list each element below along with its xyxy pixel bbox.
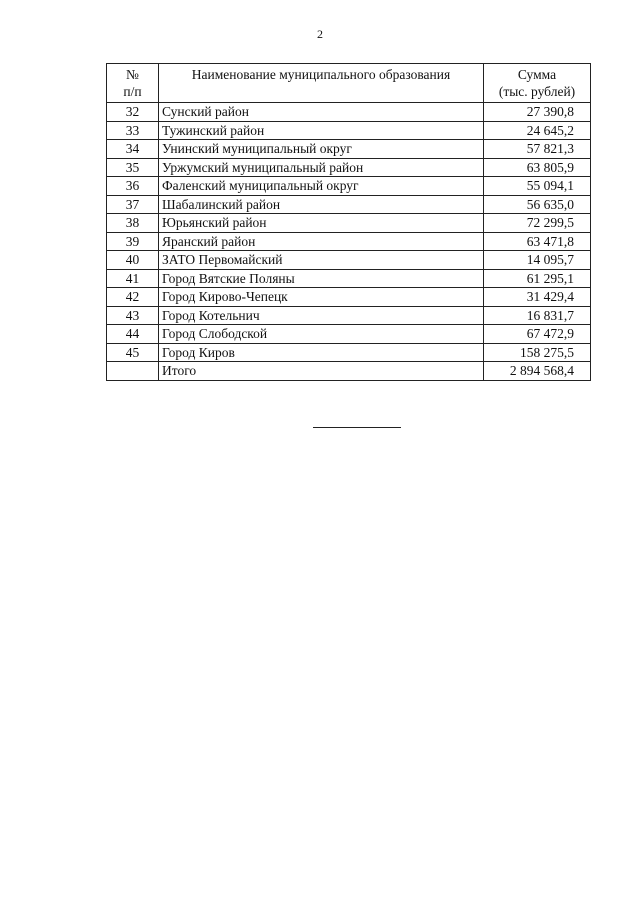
page-number: 2 <box>317 27 323 41</box>
table-row <box>107 214 591 233</box>
row-number-cell: 45 <box>107 343 159 362</box>
row-number-cell: 37 <box>107 195 159 214</box>
row-name-cell: Уржумский муниципальный район <box>159 158 484 177</box>
row-sum-cell: 72 299,5 <box>484 214 591 233</box>
row-number-cell: 35 <box>107 158 159 177</box>
row-name-cell: Город Вятские Поляны <box>159 269 484 288</box>
row-name-cell: Юрьянский район <box>159 214 484 233</box>
total-label-cell: Итого <box>159 362 484 381</box>
total-number-cell <box>107 362 159 381</box>
row-sum-cell: 63 471,8 <box>484 232 591 251</box>
row-sum-cell: 31 429,4 <box>484 288 591 307</box>
table-row <box>107 177 591 196</box>
row-number-cell: 33 <box>107 121 159 140</box>
row-name-cell: Сунский район <box>159 103 484 122</box>
table-row <box>107 158 591 177</box>
row-sum-cell: 16 831,7 <box>484 306 591 325</box>
table-row <box>107 103 591 122</box>
table-row <box>107 288 591 307</box>
row-number-cell: 43 <box>107 306 159 325</box>
row-name-cell: ЗАТО Первомайский <box>159 251 484 270</box>
table-row <box>107 343 591 362</box>
row-name-cell: Город Кирово-Чепецк <box>159 288 484 307</box>
row-number-cell: 32 <box>107 103 159 122</box>
row-number-cell: 40 <box>107 251 159 270</box>
table-row <box>107 121 591 140</box>
row-name-cell: Город Киров <box>159 343 484 362</box>
row-number-cell: 39 <box>107 232 159 251</box>
end-divider <box>313 427 401 428</box>
table-row <box>107 306 591 325</box>
table-row <box>107 195 591 214</box>
row-name-cell: Яранский район <box>159 232 484 251</box>
row-sum-cell: 56 635,0 <box>484 195 591 214</box>
row-name-cell: Тужинский район <box>159 121 484 140</box>
total-sum-cell: 2 894 568,4 <box>484 362 591 381</box>
row-sum-cell: 55 094,1 <box>484 177 591 196</box>
allocation-table <box>106 63 591 381</box>
row-name-cell: Шабалинский район <box>159 195 484 214</box>
row-name-cell: Фаленский муниципальный округ <box>159 177 484 196</box>
table-row <box>107 269 591 288</box>
table-row <box>107 251 591 270</box>
row-sum-cell: 158 275,5 <box>484 343 591 362</box>
row-number-cell: 36 <box>107 177 159 196</box>
row-number-cell: 41 <box>107 269 159 288</box>
table-row <box>107 232 591 251</box>
header-number <box>107 64 159 103</box>
row-sum-cell: 63 805,9 <box>484 158 591 177</box>
header-sum-line1: Сумма <box>517 67 557 82</box>
table-body <box>107 103 591 381</box>
row-name-cell: Город Слободской <box>159 325 484 344</box>
table-total-row <box>107 362 591 381</box>
row-number-cell: 34 <box>107 140 159 159</box>
row-sum-cell: 67 472,9 <box>484 325 591 344</box>
row-sum-cell: 27 390,8 <box>484 103 591 122</box>
header-name: Наименование муниципального образования <box>159 64 484 103</box>
header-sum <box>484 64 591 103</box>
row-number-cell: 42 <box>107 288 159 307</box>
table-row <box>107 325 591 344</box>
row-sum-cell: 24 645,2 <box>484 121 591 140</box>
table-row <box>107 140 591 159</box>
row-name-cell: Унинский муниципальный округ <box>159 140 484 159</box>
row-sum-cell: 57 821,3 <box>484 140 591 159</box>
header-number-line2: п/п <box>123 84 142 99</box>
row-number-cell: 38 <box>107 214 159 233</box>
row-sum-cell: 14 095,7 <box>484 251 591 270</box>
row-name-cell: Город Котельнич <box>159 306 484 325</box>
table-header-row <box>107 64 591 103</box>
row-sum-cell: 61 295,1 <box>484 269 591 288</box>
row-number-cell: 44 <box>107 325 159 344</box>
header-number-line1: № <box>126 67 139 82</box>
header-sum-line2: (тыс. рублей) <box>498 84 576 99</box>
